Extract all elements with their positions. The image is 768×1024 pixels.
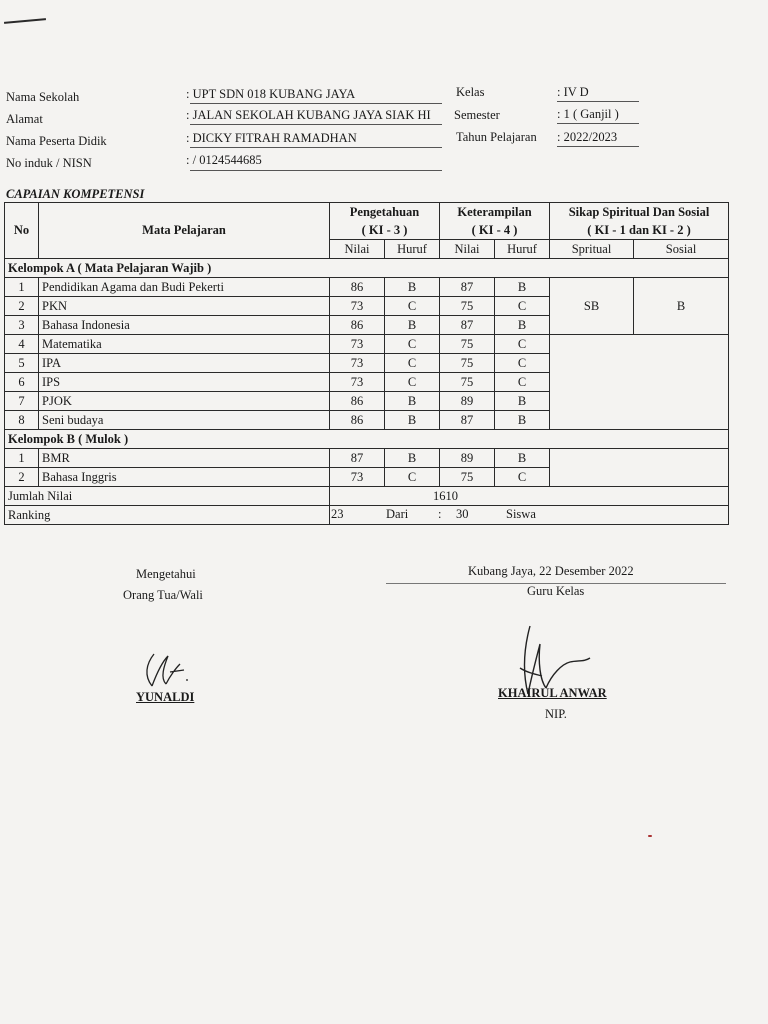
teacher-nip: NIP. [545, 707, 567, 721]
attitude-blank-b [550, 449, 729, 487]
row-k-score: 73 [330, 373, 385, 392]
row-k-letter: B [385, 392, 440, 411]
row-k-letter: C [385, 297, 440, 316]
row-no: 2 [5, 468, 39, 487]
header-no: No [5, 203, 39, 259]
row-subject: Seni budaya [39, 411, 330, 430]
row-s-letter: B [495, 316, 550, 335]
row-subject: IPA [39, 354, 330, 373]
attitude-blank [550, 335, 729, 430]
row-k-score: 87 [330, 449, 385, 468]
row-s-score: 75 [440, 297, 495, 316]
place-date: Kubang Jaya, 22 Desember 2022 [468, 564, 634, 578]
row-no: 6 [5, 373, 39, 392]
ranking-cell [330, 506, 729, 525]
row-k-score: 86 [330, 392, 385, 411]
row-s-score: 75 [440, 354, 495, 373]
row-s-score: 75 [440, 335, 495, 354]
header-k-score: Nilai [330, 240, 385, 259]
nisn-label: No induk / NISN [6, 156, 92, 170]
header-skills-ki: ( KI - 4 ) [471, 223, 518, 237]
parent-role: Orang Tua/Wali [123, 588, 203, 602]
table-row [5, 449, 729, 468]
row-k-letter: B [385, 278, 440, 297]
total-value: 1610 [330, 487, 729, 506]
ranking-position: 23 [331, 507, 344, 521]
header-skills [440, 203, 550, 240]
row-no: 1 [5, 278, 39, 297]
table-row [5, 278, 729, 297]
row-k-letter: C [385, 335, 440, 354]
class-label: Kelas [456, 85, 485, 99]
row-s-score: 87 [440, 278, 495, 297]
row-subject: Bahasa Indonesia [39, 316, 330, 335]
row-subject: PJOK [39, 392, 330, 411]
ranking-of: Dari [386, 507, 409, 521]
header-k-letter: Huruf [385, 240, 440, 259]
pen-mark [4, 18, 46, 24]
row-subject: Bahasa Inggris [39, 468, 330, 487]
row-s-letter: B [495, 449, 550, 468]
attitude-spiritual: SB [550, 278, 634, 335]
row-s-letter: B [495, 392, 550, 411]
ranking-label: Ranking [5, 506, 330, 525]
ranking-unit: Siswa [506, 507, 536, 521]
address-value: : JALAN SEKOLAH KUBANG JAYA SIAK HI [186, 108, 431, 122]
row-no: 5 [5, 354, 39, 373]
header-knowledge [330, 203, 440, 240]
header-social: Sosial [634, 240, 729, 259]
header-s-score: Nilai [440, 240, 495, 259]
grades-table [4, 202, 729, 525]
student-name-value: : DICKY FITRAH RAMADHAN [186, 131, 357, 145]
header-attitude [550, 203, 729, 240]
row-k-score: 73 [330, 335, 385, 354]
group-a-heading: Kelompok A ( Mata Pelajaran Wajib ) [5, 259, 729, 278]
class-value: : IV D [557, 85, 589, 99]
school-value: : UPT SDN 018 KUBANG JAYA [186, 87, 356, 101]
row-no: 4 [5, 335, 39, 354]
row-k-letter: B [385, 411, 440, 430]
row-s-letter: C [495, 373, 550, 392]
header-attitude-title: Sikap Spiritual Dan Sosial [568, 205, 710, 219]
row-s-score: 87 [440, 316, 495, 335]
parent-ack: Mengetahui [136, 567, 196, 581]
row-k-letter: C [385, 373, 440, 392]
row-no: 2 [5, 297, 39, 316]
parent-signature [140, 650, 200, 694]
row-s-letter: C [495, 297, 550, 316]
header-s-letter: Huruf [495, 240, 550, 259]
row-k-letter: C [385, 468, 440, 487]
header-skills-title: Keterampilan [457, 205, 532, 219]
total-label: Jumlah Nilai [5, 487, 330, 506]
group-b-heading: Kelompok B ( Mulok ) [5, 430, 729, 449]
header-knowledge-title: Pengetahuan [349, 205, 420, 219]
header-spiritual: Spritual [550, 240, 634, 259]
ranking-total: 30 [456, 507, 469, 521]
header-subject: Mata Pelajaran [39, 203, 330, 259]
row-subject: PKN [39, 297, 330, 316]
row-subject: Pendidikan Agama dan Budi Pekerti [39, 278, 330, 297]
row-k-letter: C [385, 354, 440, 373]
row-k-score: 86 [330, 411, 385, 430]
attitude-social: B [634, 278, 729, 335]
row-subject: Matematika [39, 335, 330, 354]
year-value: : 2022/2023 [557, 130, 618, 144]
row-s-letter: B [495, 278, 550, 297]
row-k-score: 73 [330, 468, 385, 487]
parent-name: YUNALDI [136, 690, 195, 704]
school-label: Nama Sekolah [6, 90, 80, 104]
row-s-score: 75 [440, 468, 495, 487]
row-s-letter: B [495, 411, 550, 430]
row-s-score: 89 [440, 449, 495, 468]
header-attitude-ki: ( KI - 1 dan KI - 2 ) [587, 223, 691, 237]
row-s-letter: C [495, 354, 550, 373]
table-row [5, 335, 729, 354]
row-k-letter: B [385, 449, 440, 468]
row-no: 1 [5, 449, 39, 468]
row-no: 3 [5, 316, 39, 335]
semester-label: Semester [454, 108, 500, 122]
row-no: 7 [5, 392, 39, 411]
row-no: 8 [5, 411, 39, 430]
row-subject: BMR [39, 449, 330, 468]
row-s-letter: C [495, 468, 550, 487]
ranking-colon: : [438, 507, 442, 521]
student-name-label: Nama Peserta Didik [6, 134, 107, 148]
nisn-value: : / 0124544685 [186, 153, 262, 167]
teacher-role: Guru Kelas [527, 584, 585, 598]
row-k-score: 86 [330, 278, 385, 297]
row-s-score: 89 [440, 392, 495, 411]
row-k-letter: B [385, 316, 440, 335]
row-s-score: 87 [440, 411, 495, 430]
row-subject: IPS [39, 373, 330, 392]
section-title: CAPAIAN KOMPETENSI [6, 187, 145, 201]
stain-mark [648, 835, 652, 837]
year-label: Tahun Pelajaran [456, 130, 537, 144]
row-s-letter: C [495, 335, 550, 354]
semester-value: : 1 ( Ganjil ) [557, 107, 619, 121]
address-label: Alamat [6, 112, 43, 126]
row-k-score: 73 [330, 297, 385, 316]
header-knowledge-ki: ( KI - 3 ) [361, 223, 408, 237]
teacher-name: KHAIRUL ANWAR [498, 686, 607, 700]
row-k-score: 73 [330, 354, 385, 373]
row-s-score: 75 [440, 373, 495, 392]
row-k-score: 86 [330, 316, 385, 335]
